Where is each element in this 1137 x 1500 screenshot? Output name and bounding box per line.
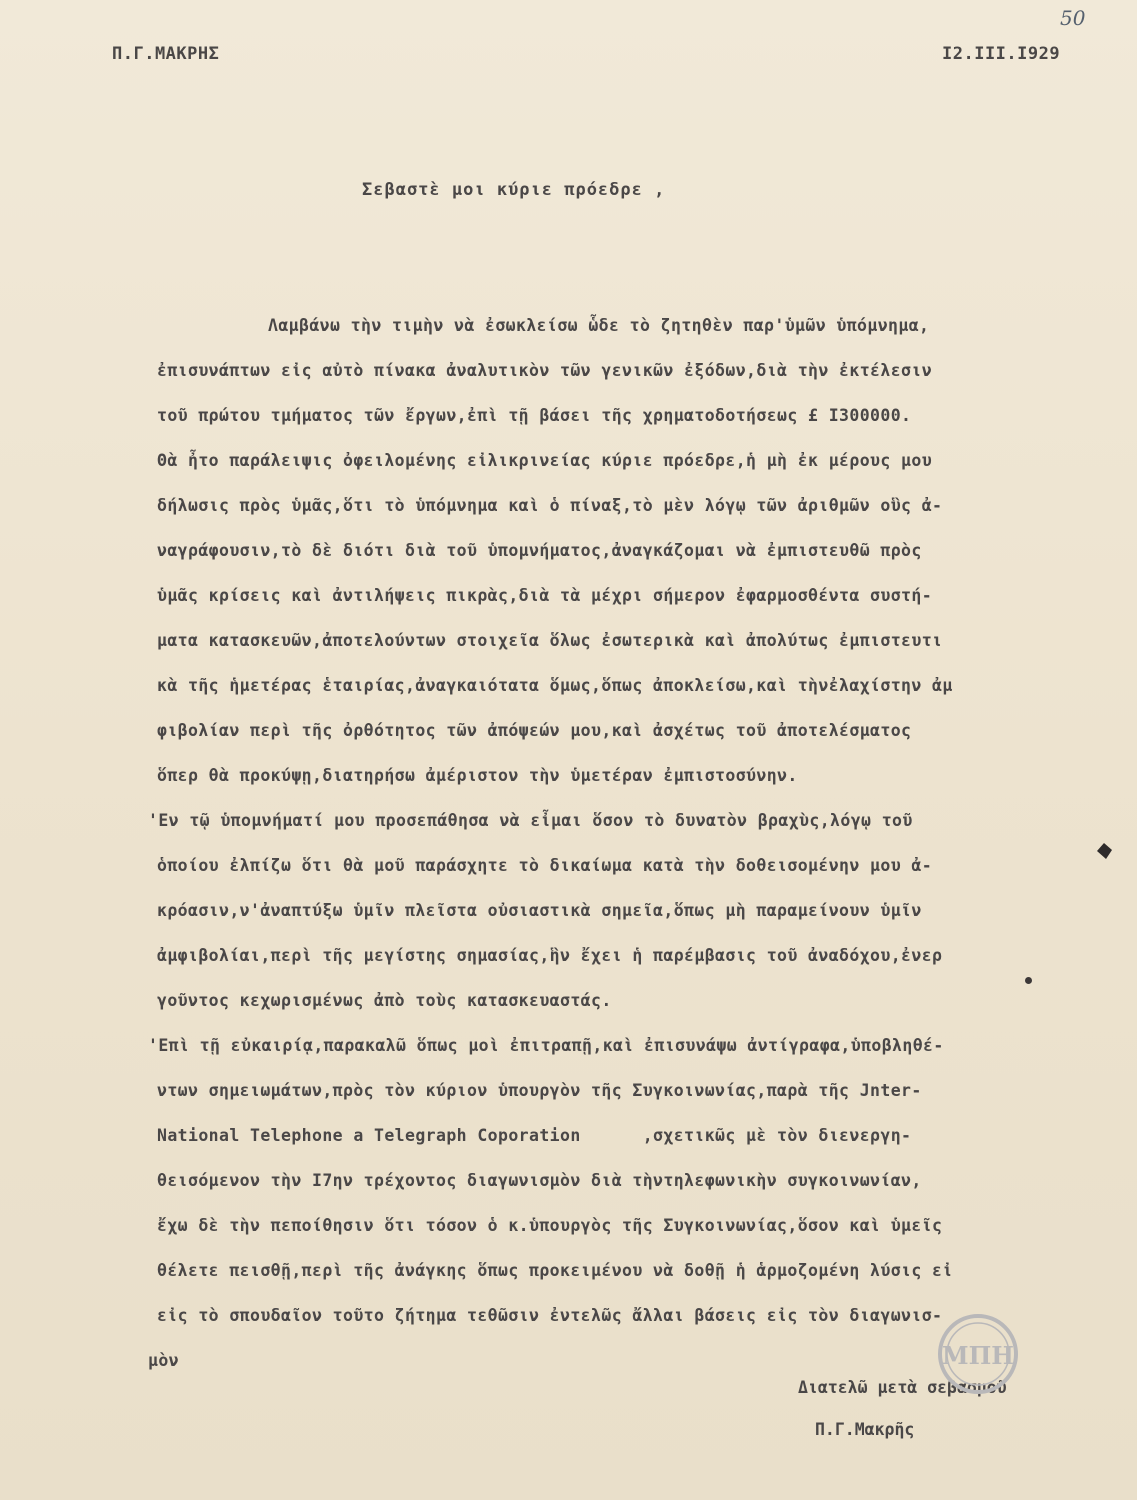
body-line: ἔχω δὲ τὴν πεποίθησιν ὅτι τόσον ὁ κ.ὑπουργὸς τῆς Συγκοινωνίας,ὅσον καὶ ὑμεῖς [157,1216,943,1235]
body-line: μὸν [148,1351,180,1370]
body-line: 'Εν τῷ ὑπομνήματί μου προσεπάθησα νὰ εἶμαι ὅσον τὸ δυνατὸν βραχὺς,λόγῳ τοῦ [148,811,913,830]
body-line: Λαμβάνω τὴν τιμὴν νὰ ἐσωκλείσω ὧδε τὸ ζητηθὲν παρ'ὑμῶν ὑπόμνημα, [268,316,930,335]
page-number: 50 [1060,6,1086,30]
body-line: ἀμφιβολίαι,περὶ τῆς μεγίστης σημασίας,ἣν ἔχει ἡ παρέμβασις τοῦ ἀναδόχου,ἐνερ [157,946,943,965]
body-line: ὑμᾶς κρίσεις καὶ ἀντιλήψεις πικρὰς,διὰ τὰ μέχρι σήμερον ἐφαρμοσθέντα συστή- [157,586,933,605]
body-line: 'Επὶ τῇ εὐκαιρίᾳ,παρακαλῶ ὅπως μοὶ ἐπιτραπῇ,καὶ ἐπισυνάψω ἀντίγραφα,ὑποβληθέ- [148,1036,944,1055]
body-line: ντων σημειωμάτων,πρὸς τὸν κύριον ὑπουργὸν τῆς Συγκοινωνίας,παρὰ τῆς Jnter- [157,1081,922,1100]
salutation: Σεβαστὲ μοι κύριε πρόεδρε , [362,180,666,200]
archive-stamp-icon [936,1312,1020,1396]
body-line: ὁποίου ἐλπίζω ὅτι θὰ μοῦ παράσχητε τὸ δικαίωμα κατὰ τὴν δοθεισομένην μου ἀ- [157,856,933,875]
body-line: ὅπερ θὰ προκύψῃ,διατηρήσω ἀμέριστον τὴν ὑμετέραν ἐμπιστοσύνην. [157,766,798,785]
body-line: National Telephone a Telegraph Coporation ,σχετικῶς μὲ τὸν διενεργη- [157,1126,912,1145]
body-line: κρόασιν,ν'ἀναπτύξω ὑμῖν πλεῖστα οὐσιαστικὰ σημεῖα,ὅπως μὴ παραμείνουν ὑμῖν [157,901,922,920]
body-line: Θὰ ἦτο παράλειψις ὀφειλομένης εἰλικρινείας κύριε πρόεδρε,ἡ μὴ ἐκ μέρους μου [157,451,933,470]
body-line: φιβολίαν περὶ τῆς ὀρθότητος τῶν ἀπόψεών μου,καὶ ἀσχέτως τοῦ ἀποτελέσματος [157,721,912,740]
body-line: εἰς τὸ σπουδαῖον τοῦτο ζήτημα τεθῶσιν ἐντελῶς ἄλλαι βάσεις εἰς τὸν διαγωνισ- [157,1306,943,1325]
body-line: δήλωσις πρὸς ὑμᾶς,ὅτι τὸ ὑπόμνημα καὶ ὁ πίναξ,τὸ μὲν λόγῳ τῶν ἀριθμῶν οὓς ἀ- [157,496,943,515]
body-line: κὰ τῆς ἡμετέρας ἑταιρίας,ἀναγκαιότατα ὅμως,ὅπως ἀποκλείσω,καὶ τὴνἐλαχίστην ἀμ [157,676,953,695]
body-line: ναγράφουσιν,τὸ δὲ διότι διὰ τοῦ ὑπομνήματος,ἀναγκάζομαι νὰ ἐμπιστευθῶ πρὸς [157,541,922,560]
closing-phrase: Διατελῶ μετὰ σεβασμοῦ [798,1378,1007,1397]
body-line: ματα κατασκευῶν,ἀποτελούντων στοιχεῖα ὅλως ἐσωτερικὰ καὶ ἀπολύτως ἐμπιστευτι [157,631,943,650]
body-line: τοῦ πρώτου τμήματος τῶν ἔργων,ἐπὶ τῇ βάσει τῆς χρηματοδοτήσεως £ I300000. [157,406,912,425]
stamp-text: ΜΠΗ [942,1341,1014,1370]
signature-name: Π.Γ.Μακρῆς [815,1420,915,1439]
ink-blot-mark [1094,842,1114,860]
body-line: ἐπισυνάπτων εἰς αὐτὸ πίνακα ἀναλυτικὸν τῶν γενικῶν ἐξόδων,διὰ τὴν ἐκτέλεσιν [157,361,933,380]
letter-date: I2.III.I929 [942,44,1061,64]
body-line: θέλετε πεισθῇ,περὶ τῆς ἀνάγκης ὅπως προκειμένου νὰ δοθῇ ἡ ἁρμοζομένη λύσις εἰ [157,1261,953,1280]
body-line: γοῦντος κεχωρισμένως ἀπὸ τοὺς κατασκευαστάς. [157,991,612,1010]
sender-name: Π.Γ.ΜΑΚΡΗΣ [112,44,220,64]
body-line: θεισόμενον τὴν I7ην τρέχοντος διαγωνισμὸν διὰ τὴντηλεφωνικὴν συγκοινωνίαν, [157,1171,922,1190]
ink-dot-mark [1025,977,1032,984]
